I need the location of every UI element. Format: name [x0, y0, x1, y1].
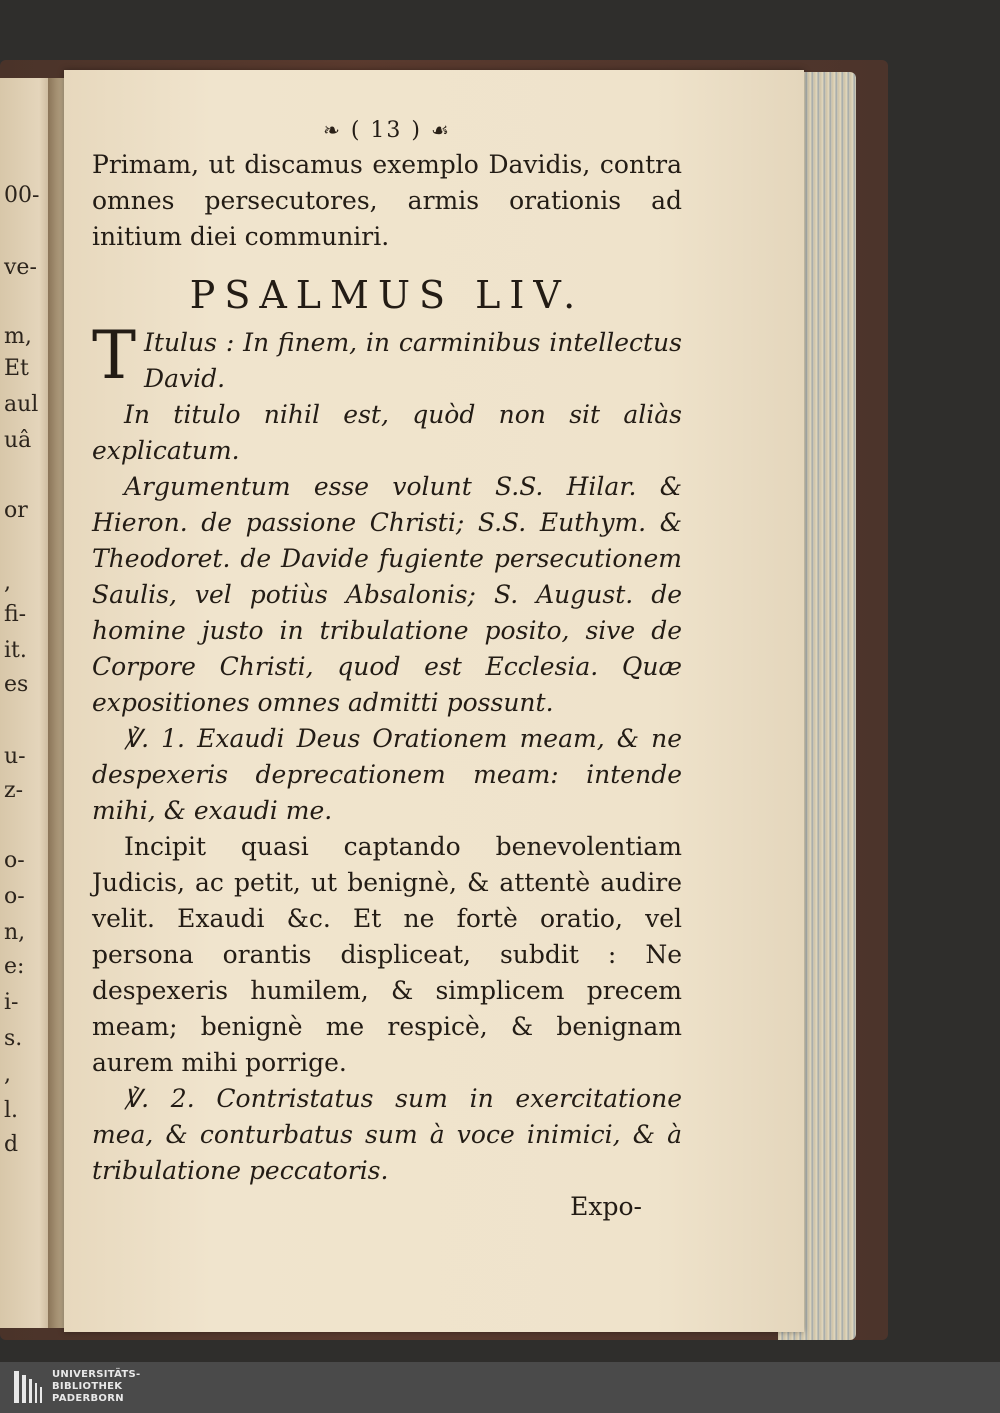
library-logo-text [52, 1369, 141, 1405]
left-fragment: ve- [4, 255, 37, 280]
intro-paragraph: Primam, ut discamus exemplo Davidis, contra omnes persecutores, armis orationis ad initium diei communiri. [92, 150, 682, 251]
left-fragment: n, [4, 920, 26, 945]
left-fragment: o- [4, 848, 25, 873]
titulus-text: Itulus : In finem, in carminibus intellectus David. [144, 328, 682, 393]
left-fragment: it. [4, 638, 27, 663]
catchword: Expo- [570, 1192, 642, 1221]
left-fragment: d [4, 1132, 19, 1157]
psalm-title: PSALMUS LIV. [189, 273, 585, 317]
left-fragment: uâ [4, 428, 32, 453]
library-logo [12, 1365, 141, 1409]
left-fragment: fi- [4, 602, 27, 627]
page-number: ( 13 ) [350, 118, 422, 143]
logo-line: PADERBORN [52, 1393, 124, 1404]
page-text [92, 118, 682, 1225]
footer-bar [0, 1362, 1000, 1413]
left-fragment: i- [4, 990, 19, 1015]
drop-cap: T [92, 317, 137, 394]
titulus-paragraph [92, 317, 682, 397]
library-logo-icon [12, 1367, 46, 1407]
left-fragment: , [4, 1062, 11, 1087]
left-fragment: aul [4, 392, 39, 417]
left-fragment: es [4, 672, 29, 697]
left-fragment: u- [4, 744, 26, 769]
logo-line: BIBLIOTHEK [52, 1381, 123, 1392]
left-fragment: l. [4, 1098, 19, 1123]
left-fragment: , [4, 570, 11, 595]
incipit-paragraph: Incipit quasi captando benevolentiam Judicis, ac petit, ut benignè, & attentè audire velit. Exaudi &c. Et ne fortè oratio, vel persona orantis displiceat, subdit : Ne despexeris humilem, & simplicem precem meam; benignè me respicè, & benignam aurem mihi porrige. [92, 832, 682, 1077]
left-fragment: z- [4, 778, 24, 803]
left-fragment: o- [4, 884, 25, 909]
left-fragment: s. [4, 1026, 23, 1051]
verse-1: ℣. 1. Exaudi Deus Orationem meam, & ne despexeris deprecationem meam: intende mihi, & exaudi me. [92, 724, 682, 825]
left-fragment: Et [4, 356, 29, 381]
left-fragment: or [4, 498, 28, 523]
left-fragment: m, [4, 324, 32, 349]
page-header [92, 118, 682, 143]
left-fragment: e: [4, 954, 25, 979]
verse-2: ℣. 2. Contristatus sum in exercitatione mea, & conturbatus sum à voce inimici, & à tribulatione peccatoris. [92, 1084, 682, 1185]
titulo-paragraph: In titulo nihil est, quòd non sit aliàs explicatum. [92, 400, 682, 465]
logo-line: UNIVERSITÄTS- [52, 1369, 141, 1380]
left-fragment: 00- [4, 183, 40, 208]
left-ornament-icon: ❧ [323, 118, 342, 142]
argumentum-paragraph: Argumentum esse volunt S.S. Hilar. & Hieron. de passione Christi; S.S. Euthym. & Theodoret. de Davide fugiente persecutionem Saulis, vel potiùs Absalonis; S. August. de homine justo in tribulatione posito, sive de Corpore Christi, quod est Ecclesia. Quæ expositiones omnes admitti possunt. [92, 472, 682, 717]
right-ornament-icon: ☙ [430, 118, 451, 142]
